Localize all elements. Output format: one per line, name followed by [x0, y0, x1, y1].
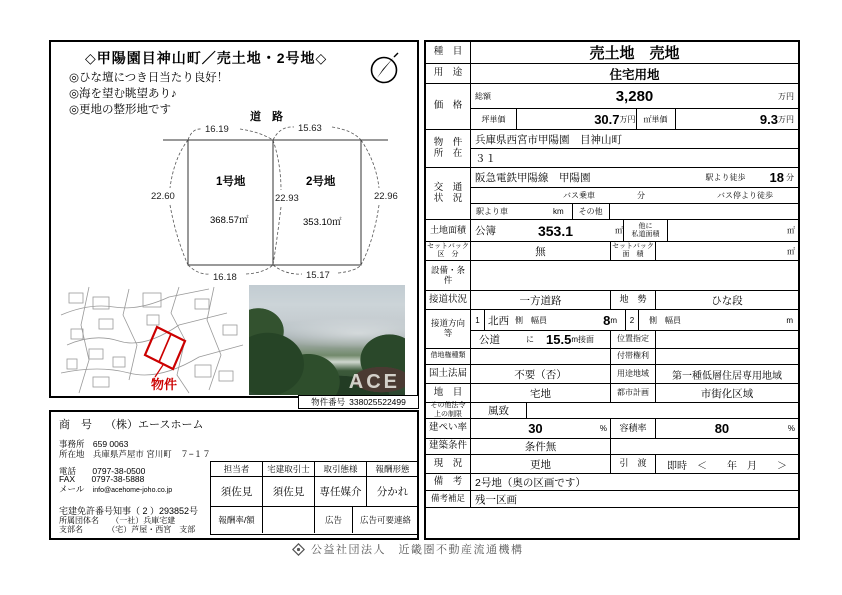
zoning-value: 第一種低層住居専用地域 [672, 370, 782, 382]
floor-area-ratio-unit: % [787, 424, 795, 433]
current-state-label: 現 況 [433, 457, 463, 469]
land-category-label: 地 目 [433, 386, 463, 398]
dim-right: 22.96 [374, 191, 398, 202]
road-direction-label: 接道方向 [430, 318, 465, 329]
registry-label: 公簿 [475, 225, 496, 237]
row-use [426, 64, 798, 84]
lot1-name: 1号地 [216, 176, 246, 188]
company-name-label: 商 号 [59, 419, 92, 431]
fax-value: 0797-38-5888 [91, 474, 145, 484]
agent-table [210, 461, 419, 535]
map-subject-label: 物件 [151, 377, 178, 392]
reins-org-name: 公益社団法人 近畿圏不動産流通機構 [311, 544, 524, 556]
walk-label: 駅より徒歩 [705, 173, 746, 182]
road1-direction: 北西 [488, 314, 509, 327]
national-land-act-value: 不要（否） [471, 365, 611, 383]
row-frontage [426, 291, 798, 310]
property-number-value: 338025522499 [349, 397, 406, 407]
fee-rate-value [263, 507, 315, 533]
sqm-price-label: ㎡単価 [636, 109, 676, 129]
rail-line: 阪急電鉄甲陽線 甲陽園 [475, 172, 591, 184]
road-ni: に [526, 335, 534, 344]
address-line2: ３１ [471, 148, 798, 167]
location-label: 物 件 [433, 136, 463, 148]
bus-label: バス乗車 [563, 191, 595, 200]
road1-width-label: 側 幅員 [515, 315, 547, 325]
lot2-name: 2号地 [306, 176, 336, 188]
row-building-conditions [426, 439, 798, 455]
road-label: 道 路 [250, 111, 283, 123]
attached-rights-label: 付帯権利 [611, 349, 656, 364]
road-type: 公道 [479, 334, 500, 346]
row-other-regulations: その他法令 上の制限 風致 [426, 403, 798, 419]
dim-top2: 15.63 [298, 123, 322, 134]
address-value: 兵庫県芦屋市 宮川町 ７−１７ [92, 449, 211, 459]
national-land-act-label: 国土法届 [428, 367, 467, 379]
address-label: 所在地 [59, 449, 85, 459]
feature-bullet: ◎ひな壇につき日当たり良好！ [69, 72, 229, 84]
dim-bottom2: 15.17 [306, 270, 330, 281]
reins-logo-icon [292, 543, 305, 556]
row-current-state [426, 455, 798, 474]
photo-watermark: ACE [348, 371, 400, 393]
road2-no: 2 [625, 310, 639, 330]
use-label: 用 途 [433, 67, 463, 79]
private-road-unit: ㎡ [787, 226, 795, 235]
office-label: 事務所 [59, 439, 85, 449]
company-name: （株）エースホーム [105, 419, 204, 431]
row-leasehold [426, 349, 798, 365]
category-value: 売土地 売地 [589, 45, 680, 62]
terrain-label: 地 勢 [611, 291, 656, 309]
listing-title: ◇甲陽園目神山町／売土地・2号地◇ [85, 50, 328, 66]
remarks-supplement-value: 残一区画 [475, 493, 517, 506]
total-price-unit: 万円 [778, 91, 794, 101]
row-location: 物 件 所 在 兵庫県西宮市甲陽園 目神山町 ３１ [426, 130, 798, 168]
frontage-length: 15.5 [546, 332, 572, 347]
use-value: 住宅用地 [609, 67, 660, 82]
transport-label: 交 通 [433, 181, 463, 193]
remarks-label: 備 考 [433, 475, 463, 487]
coverage-ratio-unit: % [599, 424, 607, 433]
bus-unit: 分 [637, 191, 645, 200]
row-facilities [426, 261, 798, 291]
feature-bullet: ◎海を望む眺望あり♪ [69, 88, 177, 100]
license-line: 宅建免許番号知事（ 2 ）293852号 [59, 506, 199, 516]
leasehold-label: 借地権種類 [430, 352, 466, 360]
facilities-label: 設備・条件 [430, 264, 465, 285]
agent-header: 取引態様 [315, 462, 367, 476]
handover-value: 即時 ＜ 年 月 ＞ [667, 460, 787, 472]
dim-bottom1: 16.18 [213, 272, 237, 283]
other-label: その他 [572, 204, 610, 219]
other-regulations-value: 風致 [471, 403, 527, 418]
row-national-land-act [426, 365, 798, 384]
row-land-area: 土地面積 公簿 353.1 ㎡ 他に 私道面積 ㎡ [426, 220, 798, 242]
dim-mid: 22.93 [275, 193, 299, 204]
org-label: 所属団体名 [59, 516, 99, 525]
road2-width-unit: m [786, 315, 793, 325]
location-map [59, 285, 245, 395]
branch-line [59, 524, 195, 535]
ad-value: 広告可要連絡 [359, 515, 411, 525]
setback-area-label: セットバック [612, 243, 654, 251]
sqm-price: 9.3 [759, 111, 778, 127]
agent-header: 担当者 [211, 462, 263, 476]
row-coverage-ratio [426, 419, 798, 439]
row-transport: 交 通 状 況 阪急電鉄甲陽線 甲陽園 駅より徒歩 18 分 バス乗車 分 バス停より徒歩 駅より車 km その他 [426, 168, 798, 220]
setback-label: セットバック [427, 242, 469, 250]
agent-panel [49, 410, 419, 540]
row-setback: セットバック 区 分 無 セットバック 面 積 ㎡ [426, 242, 798, 261]
agent-value: 須佐見 [263, 477, 315, 506]
land-area-unit: ㎡ [615, 226, 623, 235]
view-photo [249, 285, 405, 395]
row-remarks-supplement [426, 491, 798, 508]
frontage-label: 接道状況 [428, 293, 467, 305]
tsubo-price-unit: 万円 [619, 114, 636, 124]
position-designation-label: 位置指定 [611, 331, 656, 348]
road2-width-label: 側 幅員 [649, 315, 681, 325]
city-planning-label: 都市計画 [611, 384, 656, 402]
compass-north-icon [365, 48, 405, 88]
other-regulations-label: その他法令 [430, 402, 466, 410]
coverage-ratio-value: 30 [528, 421, 543, 436]
tel-label: 電話 [59, 466, 77, 476]
total-price: 3,280 [615, 87, 654, 105]
walk-unit: 分 [786, 173, 794, 182]
row-land-category [426, 384, 798, 403]
car-label: 駅より車 [476, 207, 508, 216]
fax-label: FAX [59, 474, 76, 484]
address-line [59, 448, 211, 460]
zoning-label: 用途地域 [611, 365, 656, 383]
office-postal: 659 0063 [92, 439, 129, 449]
ad-label: 広告 [315, 507, 353, 533]
property-number-box [298, 395, 419, 409]
subject-parcel-highlight [145, 327, 185, 377]
row-road-direction: 接道方向 等 1 北西 側 幅員 8 m 2 側 幅員 m 公道 に 15.5 m接面 位置指定 [426, 310, 798, 349]
frontage-value: 一方道路 [471, 291, 611, 309]
feature-bullet: ◎更地の整形地です [69, 104, 172, 116]
busstop-label: バス停より徒歩 [717, 191, 773, 200]
leasehold-value [471, 349, 611, 364]
tsubo-price: 30.7 [594, 111, 620, 127]
company-name-line [59, 416, 204, 432]
building-conditions-value: 条件無 [471, 439, 611, 454]
car-unit: km [553, 207, 564, 216]
road1-no: 1 [471, 310, 485, 330]
row-remarks [426, 474, 798, 491]
attached-rights-value [656, 349, 798, 364]
floor-area-ratio-label: 容積率 [611, 419, 656, 438]
agent-header: 報酬形態 [375, 464, 410, 474]
road1-width: 8 [603, 312, 611, 328]
handover-label: 引 渡 [611, 455, 656, 473]
setback-value: 無 [471, 242, 611, 260]
setback-area-unit: ㎡ [787, 246, 795, 256]
total-price-label: 総額 [475, 91, 491, 101]
mail-line [59, 483, 172, 495]
lot2-area: 353.10㎡ [303, 217, 342, 228]
row-price [426, 84, 798, 130]
org-value: （一社）兵庫宅建 [111, 516, 176, 525]
plot-diagram [148, 106, 406, 286]
current-state-value: 更地 [471, 455, 611, 473]
branch-value: （宅）芦屋・西宮 支部 [107, 525, 196, 534]
address-line1: 兵庫県西宮市甲陽園 目神山町 [475, 133, 622, 146]
agent-value: 分かれ [376, 486, 409, 498]
tsubo-price-label: 坪単価 [471, 109, 517, 129]
building-conditions-label: 建築条件 [428, 440, 467, 452]
terrain-value: ひな段 [711, 294, 743, 307]
road1-width-unit: m [610, 315, 617, 325]
land-area-value: 353.1 [537, 222, 574, 239]
land-category-value: 宅地 [471, 384, 611, 402]
spec-table [424, 40, 800, 540]
agent-value: 須佐見 [211, 477, 263, 506]
mail-value: info@acehome-joho.co.jp [92, 487, 173, 494]
remarks-supplement-label: 備考補足 [430, 493, 465, 504]
dim-left: 22.60 [151, 191, 175, 202]
lot1-shape [188, 140, 273, 265]
floor-area-ratio-value: 80 [714, 421, 730, 436]
category-label: 種 目 [433, 46, 463, 58]
dim-top1: 16.19 [205, 124, 229, 135]
price-label: 価 格 [433, 100, 463, 112]
city-planning-value: 市街化区域 [700, 387, 754, 400]
walk-minutes: 18 [769, 170, 784, 185]
property-number-label: 物件番号 [311, 397, 346, 407]
mail-label: メール [59, 484, 85, 494]
left-panel [49, 40, 419, 398]
agent-header: 宅建取引士 [263, 462, 315, 476]
branch-label: 支部名 [59, 525, 83, 534]
tel-value: 0797-38-0500 [92, 466, 146, 476]
remarks-value: 2号地（奥の区画です） [475, 476, 586, 489]
reins-footer [292, 541, 524, 557]
frontage-length-unit: m接面 [571, 335, 594, 344]
private-road-label: 他に [638, 222, 653, 230]
lot1-area: 368.57㎡ [210, 215, 249, 226]
fee-rate-label: 報酬率/額 [211, 507, 263, 533]
agent-value: 専任媒介 [315, 477, 367, 506]
facilities-value [471, 261, 798, 290]
sqm-price-unit: 万円 [778, 114, 794, 124]
row-category [426, 42, 798, 64]
land-area-label: 土地面積 [429, 225, 466, 236]
coverage-ratio-label: 建ぺい率 [428, 422, 467, 434]
